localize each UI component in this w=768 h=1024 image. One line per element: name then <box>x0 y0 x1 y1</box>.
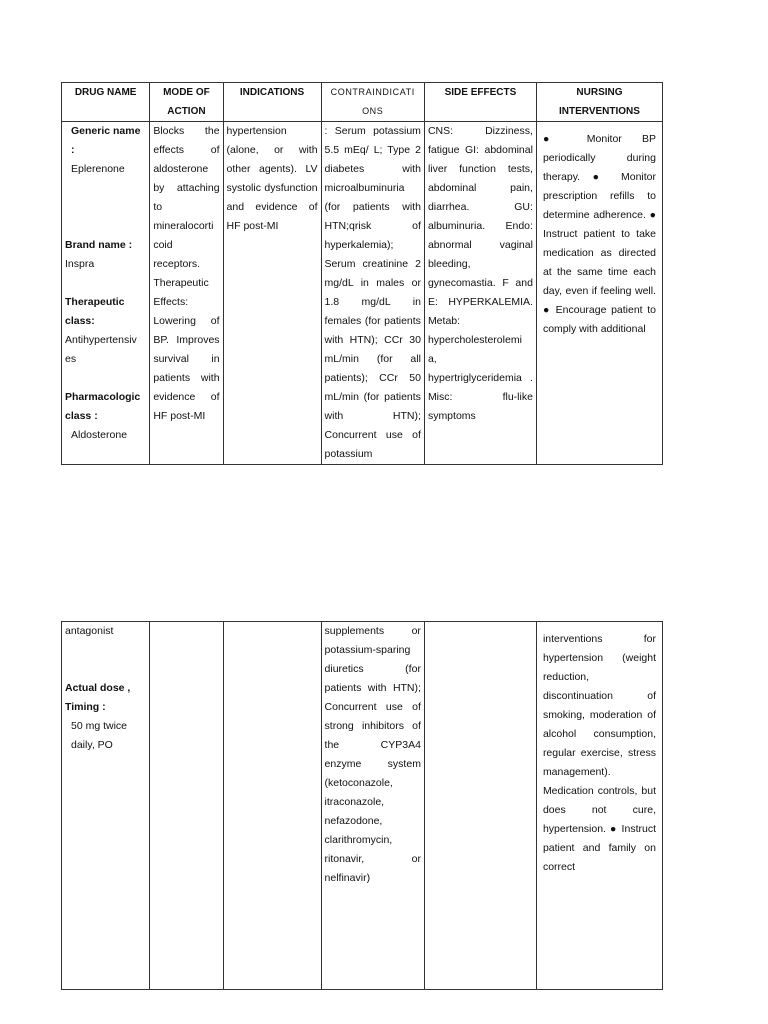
drug-study-table-page-1 <box>61 82 663 465</box>
side-effects-cell-continued <box>424 622 536 990</box>
drug-study-table-page-2 <box>61 621 663 990</box>
drug-name-cell-continued <box>62 622 150 990</box>
actual-dose-label: Actual dose , Timing : <box>65 682 131 713</box>
table-row <box>62 122 663 465</box>
pharmacologic-class-value: Aldosterone <box>71 429 128 441</box>
drug-name-cell <box>62 122 150 465</box>
brand-name-label: Brand name : <box>65 239 133 251</box>
header-nursing-interventions: NURSING INTERVENTIONS <box>536 83 662 122</box>
pharmacologic-class-label: Pharmacologic class : <box>65 391 141 422</box>
header-contraindications: CONTRAINDICATI ONS <box>321 83 424 122</box>
therapeutic-class-label: Therapeutic class: <box>65 296 125 327</box>
nursing-interventions-cell-continued: interventions for hypertension (weight reduction, discontinuation of smoking, moderation of alcohol consumption, regular exercise, stress management). Medication controls, but does not cure, hypertension. ● Instruct patient and family on correct <box>536 622 662 990</box>
table-row <box>62 622 663 990</box>
brand-name-value: Inspra <box>65 258 95 270</box>
header-side-effects: SIDE EFFECTS <box>424 83 536 122</box>
contraindications-cell: : Serum potassium 5.5 mEq/ L; Type 2 diabetes with microalbuminuria (for patients with HTN;qrisk of hyperkalemia); Serum creatinine 2 mg/dL in males or 1.8 mg/dL in females (for patients with HTN); CCr 30 mL/min (for all patients); CCr 50 mL/min (for patients with HTN); Concurrent use of potassium <box>321 122 424 465</box>
generic-name-value: Eplerenone <box>71 163 125 175</box>
indications-cell-continued <box>223 622 321 990</box>
contraindications-cell-continued: supplements or potassium-sparing diuretics (for patients with HTN); Concurrent use of strong inhibitors of the CYP3A4 enzyme system (ketoconazole, itraconazole, nefazodone, clarithromycin, ritonavir, or nelfinavir) <box>321 622 424 990</box>
nursing-interventions-cell: ● Monitor BP periodically during therapy. ● Monitor prescription refills to determine adherence. ● Instruct patient to take medication as directed at the same time each day, even if feeling well. ● Encourage patient to comply with additional <box>536 122 662 465</box>
actual-dose-value: 50 mg twice daily, PO <box>71 720 128 751</box>
header-indications: INDICATIONS <box>223 83 321 122</box>
header-mode-of-action: MODE OF ACTION <box>150 83 223 122</box>
header-row <box>62 83 663 122</box>
header-drug-name: DRUG NAME <box>62 83 150 122</box>
generic-name-label: Generic name : <box>71 125 141 156</box>
mode-of-action-cell: Blocks the effects of aldosterone by attaching to mineralocorti coid receptors. Therapeutic Effects: Lowering of BP. Improves survival in patients with evidence of HF post-MI <box>150 122 223 465</box>
side-effects-cell: CNS: Dizziness, fatigue GI: abdominal liver function tests, abdominal pain, diarrhea. GU: albuminuria. Endo: abnormal vaginal bleeding, gynecomastia. F and E: HYPERKALEMIA. Metab: hypercholesterolemi a, hypertriglyceridemia . Misc: flu-like symptoms <box>424 122 536 465</box>
mode-of-action-cell-continued <box>150 622 223 990</box>
indications-cell: hypertension (alone, or with other agents). LV systolic dysfunction and evidence of HF post-MI <box>223 122 321 465</box>
therapeutic-class-value: Antihypertensiv es <box>65 334 137 365</box>
pharmacologic-class-continued: antagonist <box>65 625 114 637</box>
